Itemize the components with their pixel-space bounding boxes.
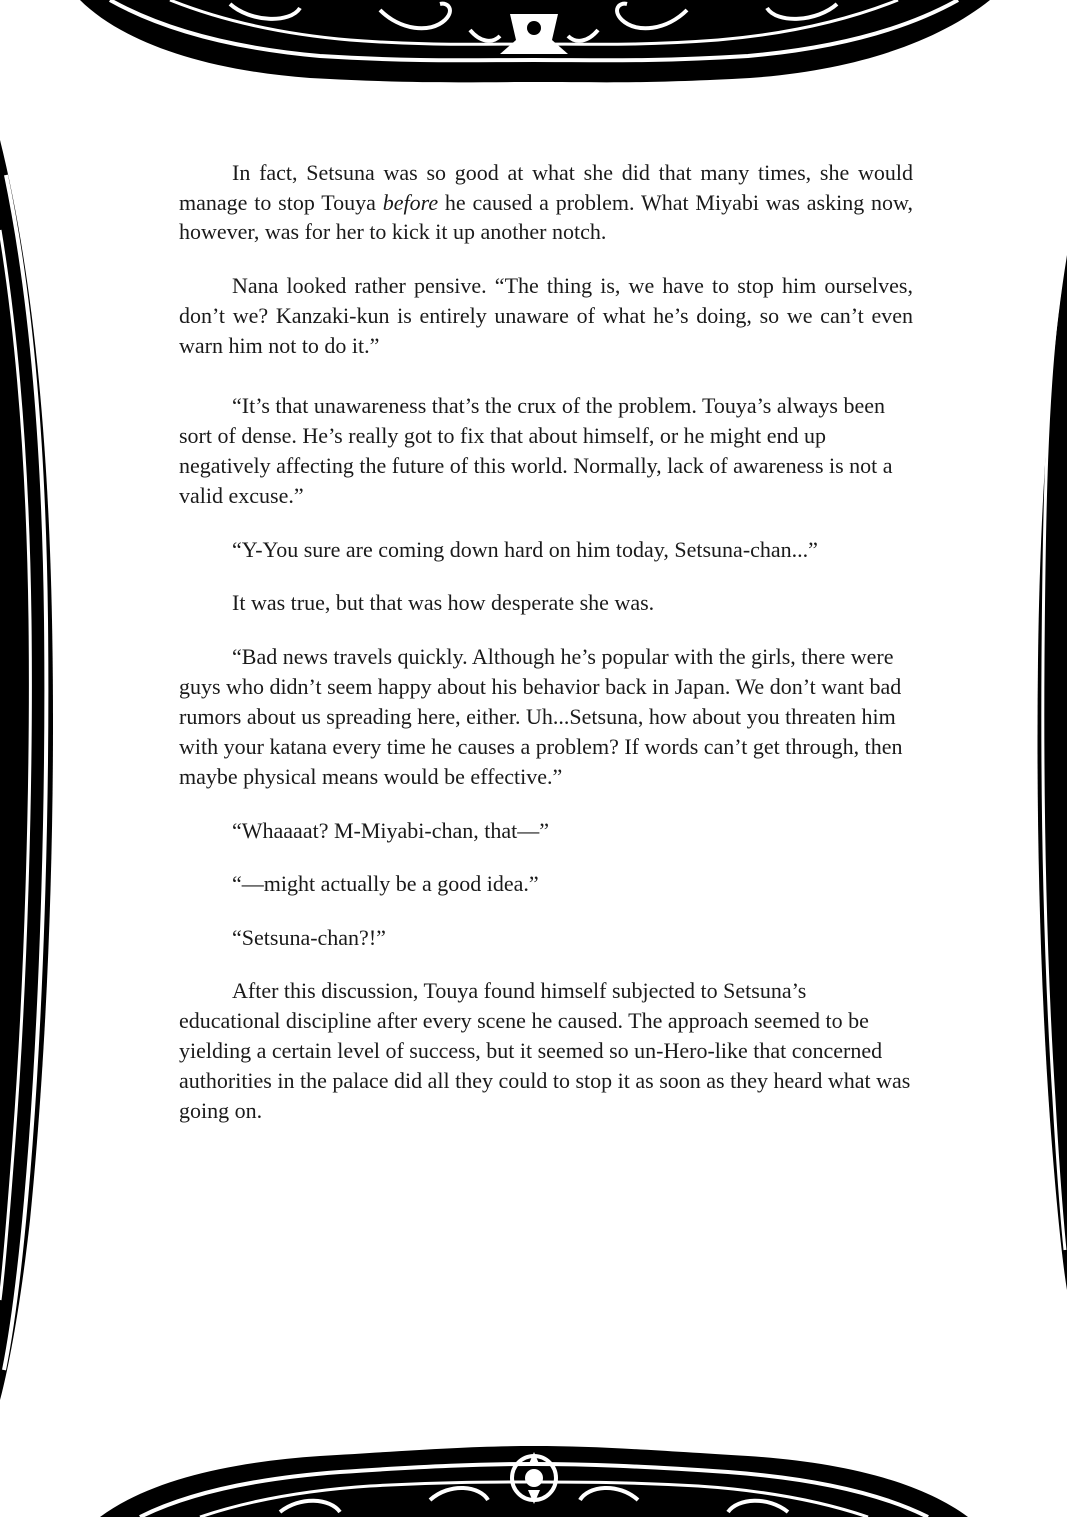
bottom-ornament	[100, 1446, 968, 1517]
paragraph-8: “—might actually be a good idea.”	[232, 871, 539, 896]
paragraph-5: It was true, but that was how desperate she was.	[232, 590, 655, 615]
paragraph-4: “Y-You sure are coming down hard on him today, Setsuna-chan...”	[232, 536, 818, 562]
body-text	[179, 158, 913, 1150]
left-border	[0, 140, 53, 1400]
paragraph-7: “Whaaaat? M-Miyabi-chan, that—”	[232, 817, 550, 843]
emphasis-before: before	[382, 189, 439, 215]
paragraph-9: “Setsuna-chan?!”	[232, 924, 386, 950]
paragraph-10: After this discussion, Touya found himself subjected to Setsuna’s educational discipline after every scene he caused. The approach seemed to be yielding a certain level of success, but it seemed so un-Hero-like that concerned authorities in the palace did all they could to stop it as soon as they heard what was going on.	[179, 978, 911, 1123]
paragraph-3: “It’s that unawareness that’s the crux of the problem. Touya’s always been sort of dense. He’s really got to fix that about himself, or he might end up negatively affecting the future of this world. Normally, lack of awareness is not a valid excuse.”	[179, 392, 893, 508]
paragraph-2: Nana looked rather pensive. “The thing is, we have to stop him ourselves, don’t we? Kanzaki-kun is entirely unaware of what he’s doing, so we can’t even warn him not to do it.”	[179, 272, 913, 358]
right-border	[1038, 255, 1067, 1290]
top-ornament	[80, 0, 990, 82]
paragraph-6: “Bad news travels quickly. Although he’s popular with the girls, there were guys who didn’t seem happy about his behavior back in Japan. We don’t want bad rumors about us spreading here, either. Uh...Setsuna, how about you threaten him with your katana every time he causes a problem? If words can’t get through, then maybe physical means would be effective.”	[179, 643, 903, 789]
paragraph-1: In fact, Setsuna was so good at what she did that many times, she would manage to stop Touya before he caused a problem. What Miyabi was asking now, however, was for her to kick it up another notch.	[179, 160, 913, 244]
